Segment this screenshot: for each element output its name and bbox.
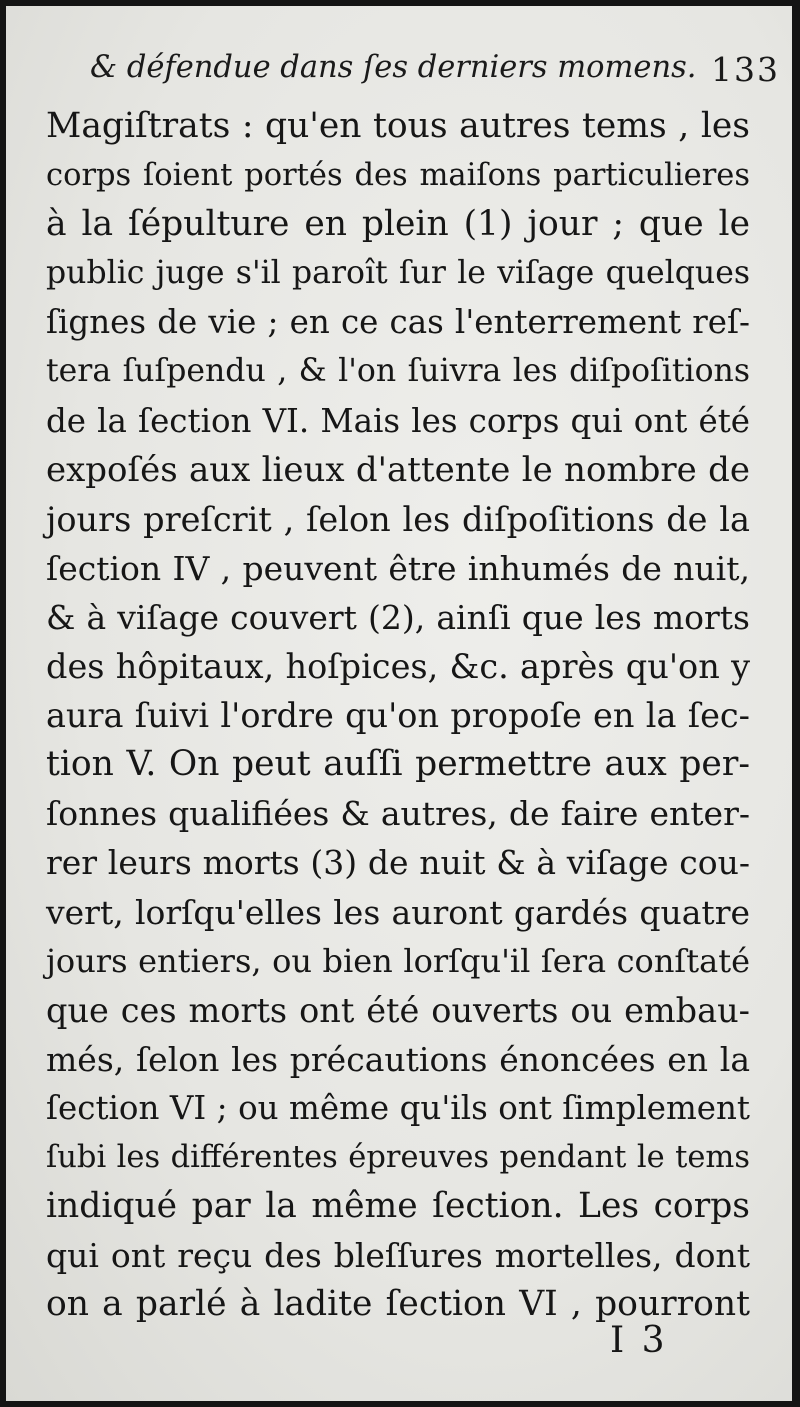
page-number: 133 [711, 50, 780, 89]
text-line: ſubi les différentes épreuves pendant le tems [46, 1139, 750, 1175]
text-line: ſonnes qualifiées & autres, de faire enter- [46, 794, 750, 834]
text-line: des hôpitaux, hoſpices, &c. après qu'on y [46, 647, 750, 687]
text-line: jours entiers, ou bien lorſqu'il ſera conſtaté [46, 941, 750, 980]
text-line: ſection IV , peuvent être inhumés de nuit, [46, 548, 750, 588]
book-page [6, 6, 792, 1401]
text-line: corps ſoient portés des maiſons particulieres [46, 158, 750, 194]
page-header [90, 50, 780, 94]
text-line: public juge s'il paroît ſur le viſage quelques [46, 255, 750, 292]
text-line: més, ſelon les précautions énoncées en la [46, 1039, 750, 1079]
text-line: ſignes de vie ; en ce cas l'enterrement reſ- [46, 303, 750, 342]
text-line: tera ſuſpendu , & l'on ſuivra les diſpoſitions [46, 353, 750, 390]
signature-mark: I 3 [610, 1320, 668, 1361]
text-line: à la ſépulture en plein (1) jour ; que le [46, 204, 750, 245]
body-text [46, 102, 750, 1329]
text-line: tion V. On peut auſſi permettre aux per- [46, 744, 750, 785]
text-line: indiqué par la même ſection. Les corps [46, 1186, 750, 1227]
text-line: rer leurs morts (3) de nuit & à viſage cou- [46, 843, 750, 883]
text-line: & à viſage couvert (2), ainſi que les morts [46, 597, 750, 637]
text-line: vert, lorſqu'elles les auront gardés quatre [46, 892, 750, 932]
text-line: on a parlé à ladite ſection VI , pourront [46, 1284, 750, 1325]
text-line: que ces morts ont été ouverts ou embau- [46, 990, 750, 1030]
text-line: jours preſcrit , ſelon les diſpoſitions de la [46, 499, 750, 539]
text-line: Magiſtrats : qu'en tous autres tems , les [46, 106, 750, 146]
text-line: aura ſuivi l'ordre qu'on propoſe en la ſec- [46, 696, 750, 736]
text-line: de la ſection VI. Mais les corps qui ont été [46, 401, 750, 440]
text-line: qui ont reçu des bleſſures mortelles, dont [46, 1236, 750, 1276]
text-line: ſection VI ; ou même qu'ils ont ſimplement [46, 1088, 750, 1127]
running-head: & défendue dans ſes derniers momens. [90, 50, 697, 85]
text-line: expoſés aux lieux d'attente le nombre de [46, 449, 750, 490]
